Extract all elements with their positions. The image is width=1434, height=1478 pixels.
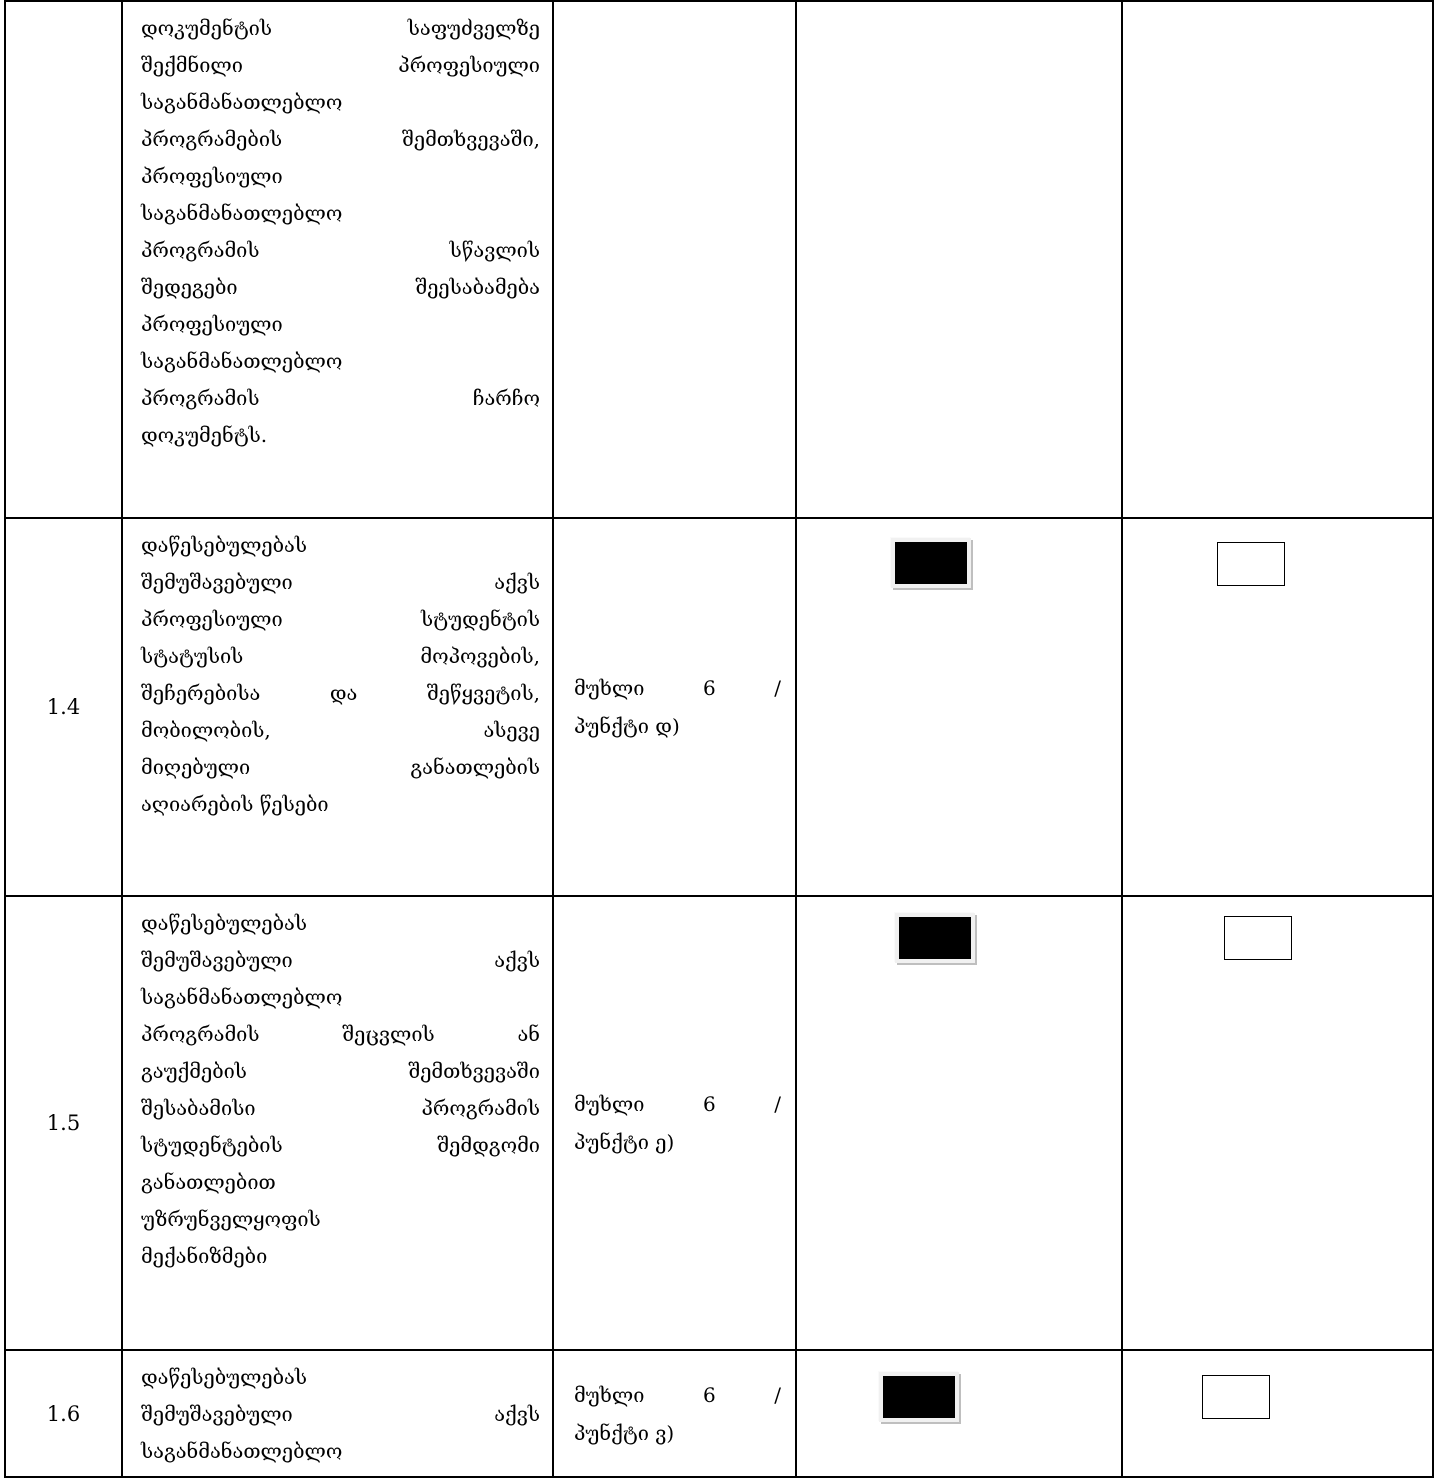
requirement-cell bbox=[122, 896, 553, 1350]
requirement-line: შემუშავებული აქვს bbox=[141, 570, 540, 594]
requirement-line: პროფესიული bbox=[141, 312, 283, 336]
article-ref-cell bbox=[553, 1, 796, 518]
requirement-line: დაწესებულებას bbox=[141, 1365, 307, 1389]
article-ref-line: მუხლი 6 / bbox=[574, 1382, 781, 1407]
requirement-line: შექმნილი პროფესიული bbox=[141, 53, 540, 77]
checkbox-unchecked[interactable] bbox=[1217, 542, 1285, 586]
table-row bbox=[5, 896, 1433, 1350]
row-number: 1.4 bbox=[46, 695, 81, 719]
article-ref-line: მუხლი 6 / bbox=[574, 1092, 781, 1116]
requirement-line: განათლებით bbox=[141, 1170, 276, 1194]
requirement-line: სტუდენტების შემდგომი bbox=[141, 1133, 540, 1157]
checkbox-checked[interactable] bbox=[891, 538, 971, 588]
row-number: 1.6 bbox=[46, 1401, 81, 1426]
article-ref-line: პუნქტი ე) bbox=[574, 1130, 675, 1154]
article-ref-cell bbox=[553, 518, 796, 896]
table-row bbox=[5, 518, 1433, 896]
requirement-line: პროფესიული სტუდენტის bbox=[141, 607, 540, 631]
requirement-line: დაწესებულებას bbox=[141, 533, 307, 557]
requirement-line: აღიარების წესები bbox=[141, 792, 329, 816]
requirement-line: შემუშავებული აქვს bbox=[141, 948, 540, 972]
requirement-line: საგანმანათლებლო bbox=[141, 349, 343, 373]
checkbox-unchecked[interactable] bbox=[1224, 916, 1292, 960]
requirement-line: საგანმანათლებლო bbox=[141, 985, 343, 1009]
row-number: 1.5 bbox=[46, 1111, 81, 1135]
requirement-cell bbox=[122, 1350, 553, 1477]
no-checkbox-cell bbox=[1122, 896, 1433, 1350]
row-number-cell bbox=[5, 896, 122, 1350]
yes-checkbox-cell bbox=[796, 1350, 1122, 1477]
requirement-cell bbox=[122, 518, 553, 896]
checkbox-unchecked[interactable] bbox=[1202, 1375, 1270, 1419]
requirement-line: საგანმანათლებლო bbox=[141, 90, 343, 114]
no-checkbox-cell bbox=[1122, 1350, 1433, 1477]
requirement-line: საგანმანათლებლო bbox=[141, 201, 343, 225]
requirement-line: დოკუმენტს. bbox=[141, 423, 268, 447]
requirement-line: პროფესიული bbox=[141, 164, 283, 188]
requirement-line: უზრუნველყოფის bbox=[141, 1207, 321, 1231]
requirement-line: საგანმანათლებლო bbox=[141, 1439, 343, 1463]
article-ref-line: პუნქტი დ) bbox=[574, 714, 680, 738]
requirement-cell bbox=[122, 1, 553, 518]
criteria-table bbox=[4, 0, 1434, 1478]
requirement-line: შეჩერებისა და შეწყვეტის, bbox=[141, 681, 540, 705]
requirement-line: მობილობის, ასევე bbox=[141, 718, 540, 742]
yes-checkbox-cell bbox=[796, 896, 1122, 1350]
row-number-cell bbox=[5, 1, 122, 518]
no-checkbox-cell bbox=[1122, 1, 1433, 518]
requirement-line: მექანიზმები bbox=[141, 1244, 268, 1268]
article-ref-cell bbox=[553, 896, 796, 1350]
article-ref-line: პუნქტი ვ) bbox=[574, 1420, 675, 1445]
article-ref-cell bbox=[553, 1350, 796, 1477]
requirement-line: დოკუმენტის საფუძველზე bbox=[141, 16, 540, 40]
requirement-line: პროგრამის სწავლის bbox=[141, 238, 540, 262]
no-checkbox-cell bbox=[1122, 518, 1433, 896]
requirement-line: პროგრამის შეცვლის ან bbox=[141, 1022, 540, 1046]
requirement-line: პროგრამის ჩარჩო bbox=[141, 386, 540, 410]
table-row bbox=[5, 1, 1433, 518]
requirement-line: შედეგები შეესაბამება bbox=[141, 275, 540, 299]
requirement-line: სტატუსის მოპოვების, bbox=[141, 644, 540, 668]
yes-checkbox-cell bbox=[796, 1, 1122, 518]
row-number-cell bbox=[5, 518, 122, 896]
requirement-line: მიღებული განათლების bbox=[141, 755, 540, 779]
requirement-line: გაუქმების შემთხვევაში bbox=[141, 1059, 540, 1083]
row-number-cell bbox=[5, 1350, 122, 1477]
checkbox-checked[interactable] bbox=[879, 1372, 959, 1422]
requirement-line: პროგრამების შემთხვევაში, bbox=[141, 127, 540, 151]
yes-checkbox-cell bbox=[796, 518, 1122, 896]
requirement-line: შემუშავებული აქვს bbox=[141, 1402, 540, 1426]
requirement-line: დაწესებულებას bbox=[141, 911, 307, 935]
article-ref-line: მუხლი 6 / bbox=[574, 676, 781, 700]
requirement-line: შესაბამისი პროგრამის bbox=[141, 1096, 540, 1120]
checkbox-checked[interactable] bbox=[895, 913, 975, 963]
table-row bbox=[5, 1350, 1433, 1477]
